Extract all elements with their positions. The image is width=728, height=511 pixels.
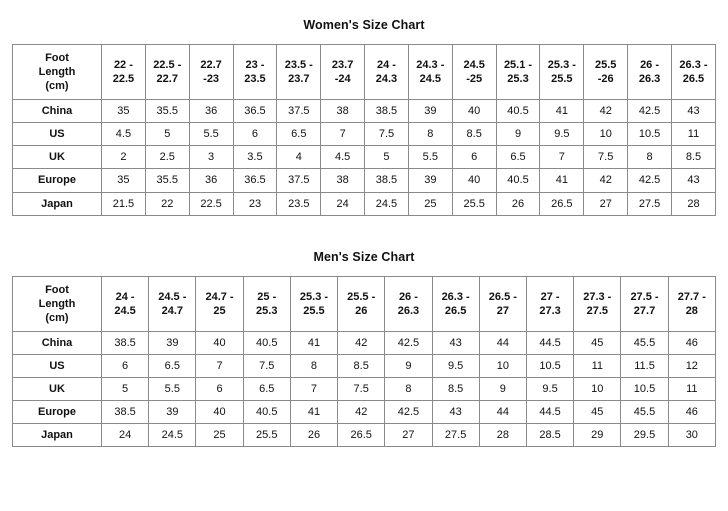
mens-col-header-line-2: 25 bbox=[213, 304, 226, 317]
mens-cell: 44 bbox=[479, 401, 526, 424]
mens-cell: 42 bbox=[338, 331, 385, 354]
mens-cell: 39 bbox=[149, 331, 196, 354]
womens-cell: 24.5 bbox=[365, 192, 409, 215]
mens-col-header-line-2: 27.5 bbox=[586, 304, 608, 317]
womens-cell: 35 bbox=[102, 100, 146, 123]
mens-cell: 28 bbox=[479, 424, 526, 447]
womens-col-header bbox=[628, 45, 672, 100]
mens-col-header-line-1: 27.5 - bbox=[630, 290, 659, 303]
mens-col-header bbox=[290, 276, 337, 331]
womens-cell: 37.5 bbox=[277, 100, 321, 123]
womens-cell: 22 bbox=[145, 192, 189, 215]
mens-cell: 25.5 bbox=[243, 424, 290, 447]
mens-col-header bbox=[526, 276, 573, 331]
mens-cell: 39 bbox=[149, 401, 196, 424]
womens-col-header-line-2: -26 bbox=[597, 73, 614, 86]
mens-cell: 7.5 bbox=[338, 378, 385, 401]
womens-cell: 23.5 bbox=[277, 192, 321, 215]
womens-cell: 40 bbox=[452, 169, 496, 192]
womens-row-label: Japan bbox=[13, 192, 102, 215]
mens-cell: 40.5 bbox=[243, 401, 290, 424]
womens-col-header-line-1: 25.3 - bbox=[547, 59, 576, 72]
mens-table-wrap bbox=[0, 276, 728, 448]
mens-col-header-line-1: 26.5 - bbox=[488, 290, 517, 303]
mens-row-label: Europe bbox=[13, 401, 102, 424]
womens-cell: 24 bbox=[321, 192, 365, 215]
womens-cell: 9 bbox=[496, 123, 540, 146]
mens-cell: 8.5 bbox=[338, 354, 385, 377]
table-row bbox=[13, 100, 716, 123]
mens-col-header bbox=[432, 276, 479, 331]
womens-col-header-line-2: 24.3 bbox=[375, 73, 398, 86]
table-row bbox=[13, 354, 716, 377]
mens-col-header-line-2: 26.3 bbox=[397, 304, 420, 317]
mens-cell: 43 bbox=[432, 331, 479, 354]
mens-cell: 38.5 bbox=[102, 401, 149, 424]
womens-cell: 39 bbox=[408, 100, 452, 123]
womens-cell: 21.5 bbox=[102, 192, 146, 215]
womens-cell: 6.5 bbox=[496, 146, 540, 169]
mens-foot-length-line-1: Foot bbox=[45, 283, 69, 296]
mens-cell: 42.5 bbox=[385, 331, 432, 354]
mens-cell: 8 bbox=[290, 354, 337, 377]
mens-cell: 7.5 bbox=[243, 354, 290, 377]
table-row bbox=[13, 169, 716, 192]
womens-cell: 42 bbox=[584, 169, 628, 192]
womens-col-header-line-2: -24 bbox=[334, 73, 351, 86]
mens-cell: 7 bbox=[290, 378, 337, 401]
womens-col-header-line-1: 22 - bbox=[113, 59, 133, 72]
womens-cell: 38.5 bbox=[365, 100, 409, 123]
womens-col-header-line-2: 22.7 bbox=[156, 73, 178, 86]
mens-cell: 46 bbox=[668, 401, 715, 424]
womens-col-header-line-1: 26 - bbox=[640, 59, 660, 72]
womens-cell: 41 bbox=[540, 100, 584, 123]
womens-cell: 8.5 bbox=[452, 123, 496, 146]
mens-cell: 30 bbox=[668, 424, 715, 447]
womens-row-label: US bbox=[13, 123, 102, 146]
mens-header-row bbox=[13, 276, 716, 331]
womens-title-gap bbox=[0, 32, 728, 44]
mens-cell: 12 bbox=[668, 354, 715, 377]
mens-col-header bbox=[149, 276, 196, 331]
mens-cell: 5 bbox=[102, 378, 149, 401]
womens-col-header bbox=[365, 45, 409, 100]
mens-cell: 44.5 bbox=[526, 331, 573, 354]
womens-col-header-line-1: 23.7 bbox=[331, 59, 354, 72]
womens-cell: 2.5 bbox=[145, 146, 189, 169]
mens-cell: 29.5 bbox=[621, 424, 668, 447]
mens-cell: 44 bbox=[479, 331, 526, 354]
mens-cell: 42 bbox=[338, 401, 385, 424]
womens-col-header-line-2: 23.5 bbox=[244, 73, 266, 86]
womens-table-body bbox=[13, 45, 716, 216]
womens-size-table bbox=[12, 44, 716, 216]
womens-cell: 25.5 bbox=[452, 192, 496, 215]
mens-cell: 6 bbox=[102, 354, 149, 377]
womens-cell: 35.5 bbox=[145, 169, 189, 192]
womens-cell: 37.5 bbox=[277, 169, 321, 192]
womens-cell: 36 bbox=[189, 169, 233, 192]
mens-row-label: China bbox=[13, 331, 102, 354]
mens-cell: 43 bbox=[432, 401, 479, 424]
womens-cell: 40 bbox=[452, 100, 496, 123]
mens-cell: 9 bbox=[479, 378, 526, 401]
mens-cell: 8.5 bbox=[432, 378, 479, 401]
mens-cell: 38.5 bbox=[102, 331, 149, 354]
womens-cell: 26.5 bbox=[540, 192, 584, 215]
mens-size-table bbox=[12, 276, 716, 448]
womens-cell: 40.5 bbox=[496, 100, 540, 123]
mens-cell: 8 bbox=[385, 378, 432, 401]
womens-cell: 41 bbox=[540, 169, 584, 192]
table-row bbox=[13, 401, 716, 424]
mens-cell: 44.5 bbox=[526, 401, 573, 424]
womens-cell: 6 bbox=[452, 146, 496, 169]
top-spacer bbox=[0, 0, 728, 18]
mens-col-header bbox=[668, 276, 715, 331]
mens-cell: 27.5 bbox=[432, 424, 479, 447]
mens-col-header-line-1: 27.7 - bbox=[677, 290, 706, 303]
womens-cell: 36.5 bbox=[233, 100, 277, 123]
mens-size-chart-block bbox=[0, 250, 728, 448]
womens-col-header-line-2: 24.5 bbox=[419, 73, 442, 86]
mens-col-header bbox=[102, 276, 149, 331]
mens-cell: 28.5 bbox=[526, 424, 573, 447]
womens-foot-length-line-3: (cm) bbox=[45, 80, 69, 93]
mens-cell: 45 bbox=[574, 331, 621, 354]
womens-cell: 5.5 bbox=[408, 146, 452, 169]
mens-cell: 45.5 bbox=[621, 331, 668, 354]
womens-cell: 22.5 bbox=[189, 192, 233, 215]
mens-row-label: UK bbox=[13, 378, 102, 401]
mens-col-header-line-1: 25 - bbox=[257, 290, 277, 303]
mens-cell: 29 bbox=[574, 424, 621, 447]
between-charts-gap bbox=[0, 216, 728, 250]
womens-cell: 43 bbox=[671, 100, 715, 123]
mens-cell: 40 bbox=[196, 401, 243, 424]
mens-cell: 11 bbox=[574, 354, 621, 377]
womens-cell: 5 bbox=[365, 146, 409, 169]
womens-cell: 25 bbox=[408, 192, 452, 215]
mens-col-header-line-1: 26 - bbox=[398, 290, 418, 303]
womens-cell: 43 bbox=[671, 169, 715, 192]
mens-col-header-line-2: 26.5 bbox=[444, 304, 467, 317]
mens-cell: 10.5 bbox=[621, 378, 668, 401]
womens-col-header-line-1: 22.5 - bbox=[153, 59, 182, 72]
womens-row-label: Europe bbox=[13, 169, 102, 192]
womens-col-header-line-1: 24.5 bbox=[463, 59, 485, 72]
womens-cell: 6 bbox=[233, 123, 277, 146]
womens-cell: 38 bbox=[321, 169, 365, 192]
mens-row-label: US bbox=[13, 354, 102, 377]
womens-col-header bbox=[189, 45, 233, 100]
womens-col-header-line-2: 25.5 bbox=[551, 73, 573, 86]
mens-cell: 26 bbox=[290, 424, 337, 447]
womens-col-header-line-1: 25.1 - bbox=[503, 59, 533, 72]
table-row bbox=[13, 378, 716, 401]
womens-col-header bbox=[540, 45, 584, 100]
womens-cell: 4 bbox=[277, 146, 321, 169]
mens-cell: 9.5 bbox=[526, 378, 573, 401]
womens-cell: 40.5 bbox=[496, 169, 540, 192]
mens-foot-length-line-3: (cm) bbox=[45, 311, 69, 324]
womens-row-label: UK bbox=[13, 146, 102, 169]
womens-cell: 42.5 bbox=[628, 100, 672, 123]
mens-col-header-line-1: 27 - bbox=[540, 290, 560, 303]
mens-col-header-line-2: 25.3 bbox=[256, 304, 278, 317]
mens-cell: 11 bbox=[668, 378, 715, 401]
mens-foot-length-header bbox=[13, 276, 102, 331]
mens-chart-title: Men's Size Chart bbox=[313, 249, 415, 264]
womens-cell: 3 bbox=[189, 146, 233, 169]
womens-col-header-line-1: 26.3 - bbox=[679, 59, 708, 72]
mens-cell: 7 bbox=[196, 354, 243, 377]
womens-cell: 7.5 bbox=[584, 146, 628, 169]
mens-cell: 9 bbox=[385, 354, 432, 377]
womens-cell: 38.5 bbox=[365, 169, 409, 192]
womens-col-header bbox=[584, 45, 628, 100]
mens-col-header-line-1: 24.7 - bbox=[205, 290, 234, 303]
womens-cell: 4.5 bbox=[102, 123, 146, 146]
mens-cell: 6.5 bbox=[243, 378, 290, 401]
table-row bbox=[13, 331, 716, 354]
mens-col-header-line-2: 27.7 bbox=[633, 304, 656, 317]
mens-cell: 42.5 bbox=[385, 401, 432, 424]
womens-col-header bbox=[408, 45, 452, 100]
mens-col-header bbox=[243, 276, 290, 331]
table-row bbox=[13, 146, 716, 169]
womens-table-wrap bbox=[0, 44, 728, 216]
womens-cell: 27 bbox=[584, 192, 628, 215]
womens-cell: 9.5 bbox=[540, 123, 584, 146]
womens-cell: 7 bbox=[540, 146, 584, 169]
mens-cell: 5.5 bbox=[149, 378, 196, 401]
mens-table-body bbox=[13, 276, 716, 447]
mens-cell: 26.5 bbox=[338, 424, 385, 447]
mens-cell: 6.5 bbox=[149, 354, 196, 377]
womens-col-header-line-1: 24.3 - bbox=[416, 59, 445, 72]
womens-cell: 23 bbox=[233, 192, 277, 215]
womens-col-header-line-2: 22.5 bbox=[112, 73, 135, 86]
womens-col-header bbox=[277, 45, 321, 100]
mens-col-header bbox=[385, 276, 432, 331]
womens-col-header-line-2: -25 bbox=[466, 73, 483, 86]
womens-cell: 2 bbox=[102, 146, 146, 169]
mens-col-header-line-2: 28 bbox=[685, 304, 698, 317]
womens-cell: 35 bbox=[102, 169, 146, 192]
womens-chart-title: Women's Size Chart bbox=[303, 18, 425, 32]
mens-col-header bbox=[574, 276, 621, 331]
mens-col-header-line-1: 24 - bbox=[115, 290, 135, 303]
mens-foot-length-line-2: Length bbox=[38, 297, 76, 310]
womens-col-header-line-1: 24 - bbox=[377, 59, 396, 72]
womens-cell: 42 bbox=[584, 100, 628, 123]
mens-cell: 11.5 bbox=[621, 354, 668, 377]
womens-cell: 42.5 bbox=[628, 169, 672, 192]
womens-col-header bbox=[233, 45, 277, 100]
womens-cell: 10.5 bbox=[628, 123, 672, 146]
womens-col-header-line-2: 23.7 bbox=[288, 73, 310, 86]
womens-col-header bbox=[145, 45, 189, 100]
mens-cell: 40.5 bbox=[243, 331, 290, 354]
womens-cell: 4.5 bbox=[321, 146, 365, 169]
womens-cell: 26 bbox=[496, 192, 540, 215]
mens-cell: 25 bbox=[196, 424, 243, 447]
womens-size-chart-block bbox=[0, 18, 728, 216]
womens-cell: 38 bbox=[321, 100, 365, 123]
mens-col-header bbox=[338, 276, 385, 331]
table-row bbox=[13, 424, 716, 447]
table-row bbox=[13, 192, 716, 215]
womens-col-header-line-1: 23.5 - bbox=[284, 59, 313, 72]
womens-cell: 39 bbox=[408, 169, 452, 192]
womens-foot-length-header bbox=[13, 45, 102, 100]
mens-cell: 41 bbox=[290, 331, 337, 354]
womens-cell: 35.5 bbox=[145, 100, 189, 123]
womens-col-header-line-2: 26.3 bbox=[638, 73, 661, 86]
mens-cell: 46 bbox=[668, 331, 715, 354]
mens-cell: 9.5 bbox=[432, 354, 479, 377]
womens-col-header bbox=[321, 45, 365, 100]
womens-cell: 3.5 bbox=[233, 146, 277, 169]
mens-title-gap bbox=[0, 264, 728, 276]
table-row bbox=[13, 123, 716, 146]
womens-col-header-line-1: 25.5 bbox=[594, 59, 617, 72]
mens-col-header-line-2: 27.3 bbox=[539, 304, 561, 317]
mens-cell: 10.5 bbox=[526, 354, 573, 377]
mens-col-header-line-2: 24.5 bbox=[114, 304, 136, 317]
mens-col-header-line-1: 26.3 - bbox=[441, 290, 470, 303]
womens-col-header bbox=[496, 45, 540, 100]
womens-cell: 6.5 bbox=[277, 123, 321, 146]
womens-cell: 7.5 bbox=[365, 123, 409, 146]
mens-col-header-line-2: 27 bbox=[496, 304, 509, 317]
womens-col-header bbox=[671, 45, 715, 100]
womens-cell: 5 bbox=[145, 123, 189, 146]
womens-col-header-line-2: 25.3 bbox=[507, 73, 529, 86]
mens-col-header bbox=[621, 276, 668, 331]
womens-foot-length-line-1: Foot bbox=[45, 52, 69, 64]
womens-col-header-line-1: 23 - bbox=[245, 59, 265, 72]
womens-cell: 5.5 bbox=[189, 123, 233, 146]
womens-col-header bbox=[102, 45, 146, 100]
mens-cell: 41 bbox=[290, 401, 337, 424]
mens-col-header-line-2: 24.7 bbox=[161, 304, 184, 317]
womens-cell: 7 bbox=[321, 123, 365, 146]
womens-row-label: China bbox=[13, 100, 102, 123]
womens-cell: 10 bbox=[584, 123, 628, 146]
mens-col-header-line-1: 27.3 - bbox=[583, 290, 612, 303]
mens-cell: 45 bbox=[574, 401, 621, 424]
mens-col-header bbox=[479, 276, 526, 331]
mens-cell: 27 bbox=[385, 424, 432, 447]
womens-cell: 36.5 bbox=[233, 169, 277, 192]
womens-foot-length-line-2: Length bbox=[38, 66, 76, 79]
mens-cell: 10 bbox=[479, 354, 526, 377]
womens-col-header bbox=[452, 45, 496, 100]
womens-col-header-line-2: 26.5 bbox=[682, 73, 705, 86]
mens-col-header-line-1: 24.5 - bbox=[158, 290, 187, 303]
mens-col-header-line-1: 25.3 - bbox=[299, 290, 329, 303]
mens-col-header-line-1: 25.5 - bbox=[347, 290, 376, 303]
womens-cell: 27.5 bbox=[628, 192, 672, 215]
mens-cell: 10 bbox=[574, 378, 621, 401]
womens-cell: 11 bbox=[671, 123, 715, 146]
mens-cell: 45.5 bbox=[621, 401, 668, 424]
womens-col-header-line-2: -23 bbox=[203, 73, 220, 86]
womens-cell: 8 bbox=[408, 123, 452, 146]
womens-cell: 8 bbox=[628, 146, 672, 169]
mens-col-header-line-2: 25.5 bbox=[303, 304, 325, 317]
womens-cell: 36 bbox=[189, 100, 233, 123]
mens-col-header bbox=[196, 276, 243, 331]
mens-cell: 6 bbox=[196, 378, 243, 401]
mens-row-label: Japan bbox=[13, 424, 102, 447]
mens-cell: 40 bbox=[196, 331, 243, 354]
womens-col-header-line-1: 22.7 bbox=[200, 59, 222, 72]
womens-cell: 8.5 bbox=[671, 146, 715, 169]
mens-cell: 24.5 bbox=[149, 424, 196, 447]
mens-col-header-line-2: 26 bbox=[355, 304, 368, 317]
womens-cell: 28 bbox=[671, 192, 715, 215]
mens-cell: 24 bbox=[102, 424, 149, 447]
womens-header-row bbox=[13, 45, 716, 100]
